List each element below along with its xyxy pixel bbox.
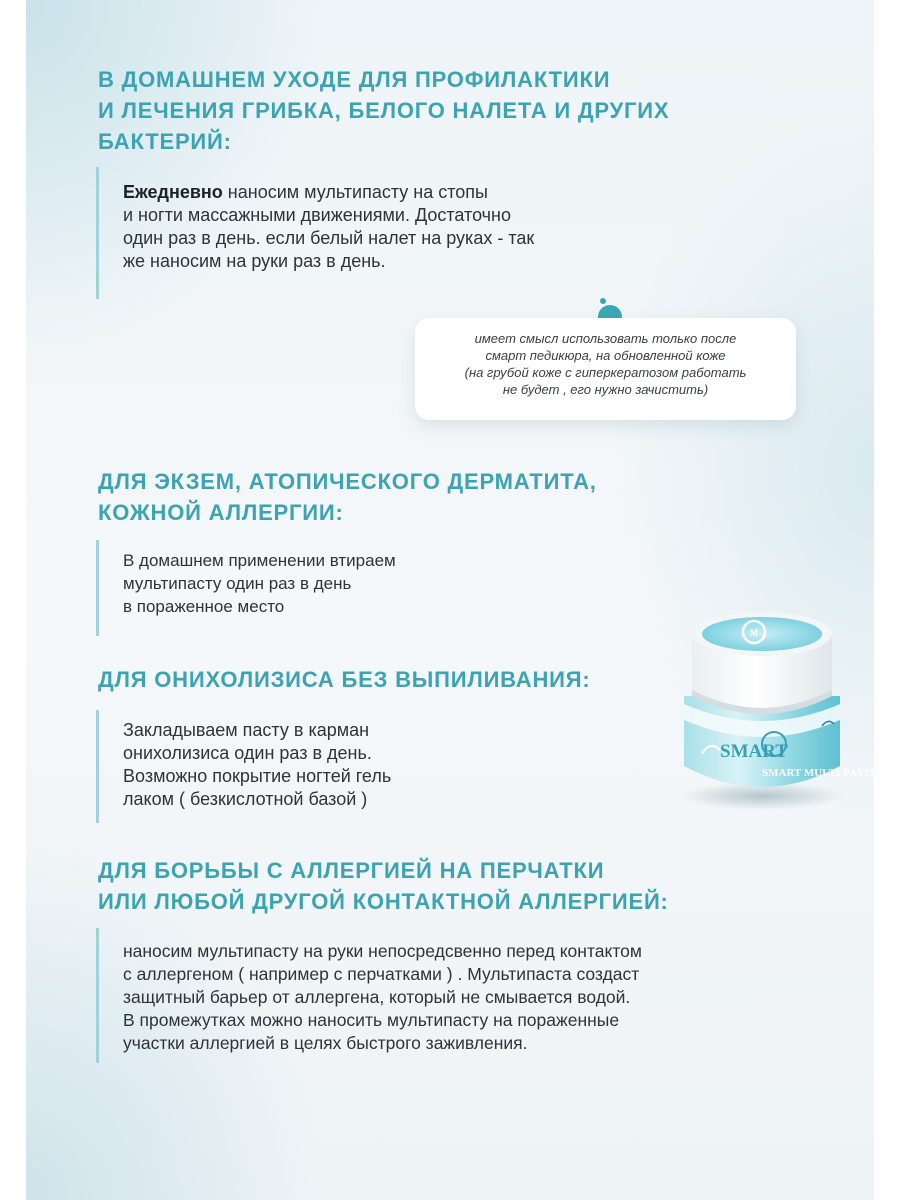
section-4-body — [96, 928, 642, 1063]
section-2-body — [96, 540, 396, 636]
section-1-body-text: наносим мультипасту на стопы и ногти массажными движениями. Достаточно один раз в день. если белый налет на руках - так же наносим на руки раз в день. — [123, 182, 535, 271]
section-1-lead: Ежедневно — [123, 182, 223, 202]
svg-text:M: M — [749, 628, 759, 638]
section-3-body — [96, 710, 391, 823]
section-4-text: наносим мультипасту на руки непосредсвенно перед контактом с аллергеном ( например с перчатками ) . Мультипаста создаст защитный барьер от аллергена, который не смывается водой. В промежутках можно наносить мультипасту на пораженные участки аллергией в целях быстрого заживления. — [123, 941, 642, 1053]
decorative-dot-small — [600, 298, 606, 304]
product-jar-image — [662, 604, 878, 814]
section-2-heading: ДЛЯ ЭКЗЕМ, АТОПИЧЕСКОГО ДЕРМАТИТА, КОЖНОЙ АЛЛЕРГИИ: — [98, 469, 597, 525]
jar-product-name: SMART MULTI PASTE — [762, 767, 878, 779]
section-1-body — [96, 167, 534, 299]
section-2-text: В домашнем применении втираем мультипасту один раз в день в пораженное место — [123, 551, 396, 616]
section-4-heading: ДЛЯ БОРЬБЫ С АЛЛЕРГИЕЙ НА ПЕРЧАТКИ ИЛИ ЛЮБОЙ ДРУГОЙ КОНТАКТНОЙ АЛЛЕРГИЕЙ: — [98, 858, 669, 914]
section-3-heading: ДЛЯ ОНИХОЛИЗИСА БЕЗ ВЫПИЛИВАНИЯ: — [98, 667, 591, 692]
jar-brand: SMART — [720, 741, 788, 762]
note-card: имеет смысл использовать только после смарт педикюра, на обновленной коже (на грубой коже с гиперкератозом работать не будет , его нужно зачистить) — [415, 318, 796, 420]
section-1-heading: В ДОМАШНЕМ УХОДЕ ДЛЯ ПРОФИЛАКТИКИ И ЛЕЧЕНИЯ ГРИБКА, БЕЛОГО НАЛЕТА И ДРУГИХ БАКТЕРИЙ: — [98, 67, 670, 154]
section-3-text: Закладываем пасту в карман онихолизиса один раз в день. Возможно покрытие ногтей гель лаком ( безкислотной базой ) — [123, 720, 392, 809]
infographic-page — [26, 0, 878, 1200]
section-1-text — [123, 181, 534, 273]
